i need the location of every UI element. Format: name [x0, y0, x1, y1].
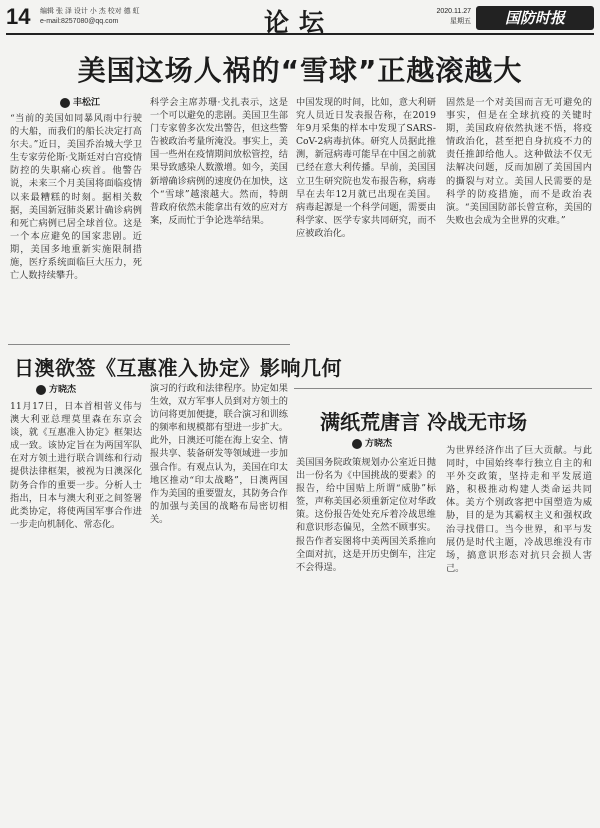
divider: [8, 344, 290, 345]
newspaper-logo: 国防时报: [476, 6, 594, 30]
article1-column-3: 中国发现的时间，比如，意大利研究人员近日发表报告称，在2019年9月采集的样本中发现了SARS-CoV-2病毒抗体。研究人员据此推测，新冠病毒可能早在中国之前就已经在意大利传播。早前，美国国立卫生研究院也发布报告称，病毒早在去年12月就已出现在美国。病毒起源是一个科学问题，需要由科学家、医学专家共同研究，而不应被政治化。: [296, 97, 436, 239]
page-header: [6, 4, 594, 35]
article2-column-1: 11月17日，日本首相菅义伟与澳大利亚总理莫里森在东京会谈，就《互惠准入协定》框架达成一致。该协定旨在为两国军队在对方领土进行联合训练和行动提供法律框架，被视为日澳深化防务合作的重要一步。分析人士指出，日本与澳大利亚之间签署此类协定，将使两国军事合作进一步走向机制化、常态化。: [10, 401, 142, 530]
article1-column-2: 科学会主席苏珊·戈扎表示，这是一个可以避免的悲剧。美国卫生部门专家曾多次发出警告，但这些警告被政治考量所淹没。事实上，美国一些州在疫情期间放松管控，结果导致感染人数激增。如今，美国新增确诊病例的速度仍在加快，这个“雪球”越滚越大。然而，特朗普政府依然未能拿出有效的应对方案，反而忙于争论选举结果。: [150, 97, 288, 226]
article-headline-main: 美国这场人祸的“雪球”正越滚越大: [77, 54, 523, 87]
section-title: 论坛: [264, 8, 335, 37]
byline-article1: [60, 95, 100, 108]
byline-article2: [36, 382, 76, 395]
issue-date: 2020.11.27 星期五: [436, 8, 471, 25]
byline-marker-icon: [36, 385, 46, 395]
editor-credits: 编辑 张 泽 设计 小 杰 校对 德 虹 e-mail:8257080@qq.com: [40, 8, 140, 25]
author-name: 方晓杰: [49, 385, 77, 395]
article3-column-2: 为世界经济作出了巨大贡献。与此同时，中国始终奉行独立自主的和平外交政策，坚持走和平发展道路，积极推动构建人类命运共同体。美方个别政客把中国塑造为威胁，目的是为其霸权主义和强权政治寻找借口。当今世界，和平与发展仍是时代主题，冷战思维没有市场，搞意识形态对抗只会损人害己。: [446, 445, 592, 574]
author-name: 丰松江: [73, 98, 101, 108]
divider: [294, 388, 592, 389]
article3-column-1: 美国国务院政策规划办公室近日抛出一份名为《中国挑战的要素》的报告，给中国贴上所谓“威胁”标签，声称美国必须重新定位对华政策。这份报告处处充斥着冷战思维和意识形态偏见，全然不顾事实。报告作者妄图将中美两国关系推向全面对抗，这是开历史倒车，注定不会得逞。: [296, 457, 436, 573]
byline-marker-icon: [60, 98, 70, 108]
article2-column-2: 演习的行政和法律程序。协定如果生效，双方军事人员到对方领土的访问将更加便捷，联合演习和训练的频率和规模都有望进一步扩大。此外，日澳还可能在海上安全、情报共享、装备研发等领域进一步加强合作。有观点认为，美国在印太地区推动“印太战略”，日澳两国作为美国的重要盟友，其防务合作的加强与美国的战略布局密切相关。: [150, 383, 288, 525]
page-number: 14: [6, 4, 31, 29]
author-name: 方晓杰: [365, 439, 393, 449]
article3-headline: 满纸荒唐言 冷战无市场: [320, 410, 527, 434]
article1-column-4: 固然是一个对美国而言无可避免的事实，但是在全球抗疫的关键时期，美国政府依然执迷不悟，将疫情政治化，甚至把自身抗疫不力的责任推卸给他人。这种做法不仅无法解决问题，反而加剧了美国国内的撕裂与对立。美国人民需要的是科学的防疫措施，而不是政治表演。“美国国防部长曾宣称，美国的失败也会成为全世界的灾难。”: [446, 97, 592, 226]
byline-marker-icon: [352, 439, 362, 449]
article1-column-1: “当前的美国如同暴风雨中行驶的大船，而我们的船长决定打高尔夫。”近日，美国乔治城大学卫生专家劳伦斯·戈斯廷对白宫疫情防控的失职痛心疾首。他警告说，未来三个月美国将面临疫情以来最糟糕的时刻。据相关数据，美国新冠肺炎累计确诊病例和死亡病例已居全球首位。这是一个本应避免的国家悲剧。近期，美国多地重新实施限制措施，医疗系统面临巨大压力，死亡人数持续攀升。: [10, 113, 142, 282]
article2-headline: 日澳欲签《互惠准入协定》影响几何: [14, 356, 342, 380]
byline-article3: [352, 436, 392, 449]
